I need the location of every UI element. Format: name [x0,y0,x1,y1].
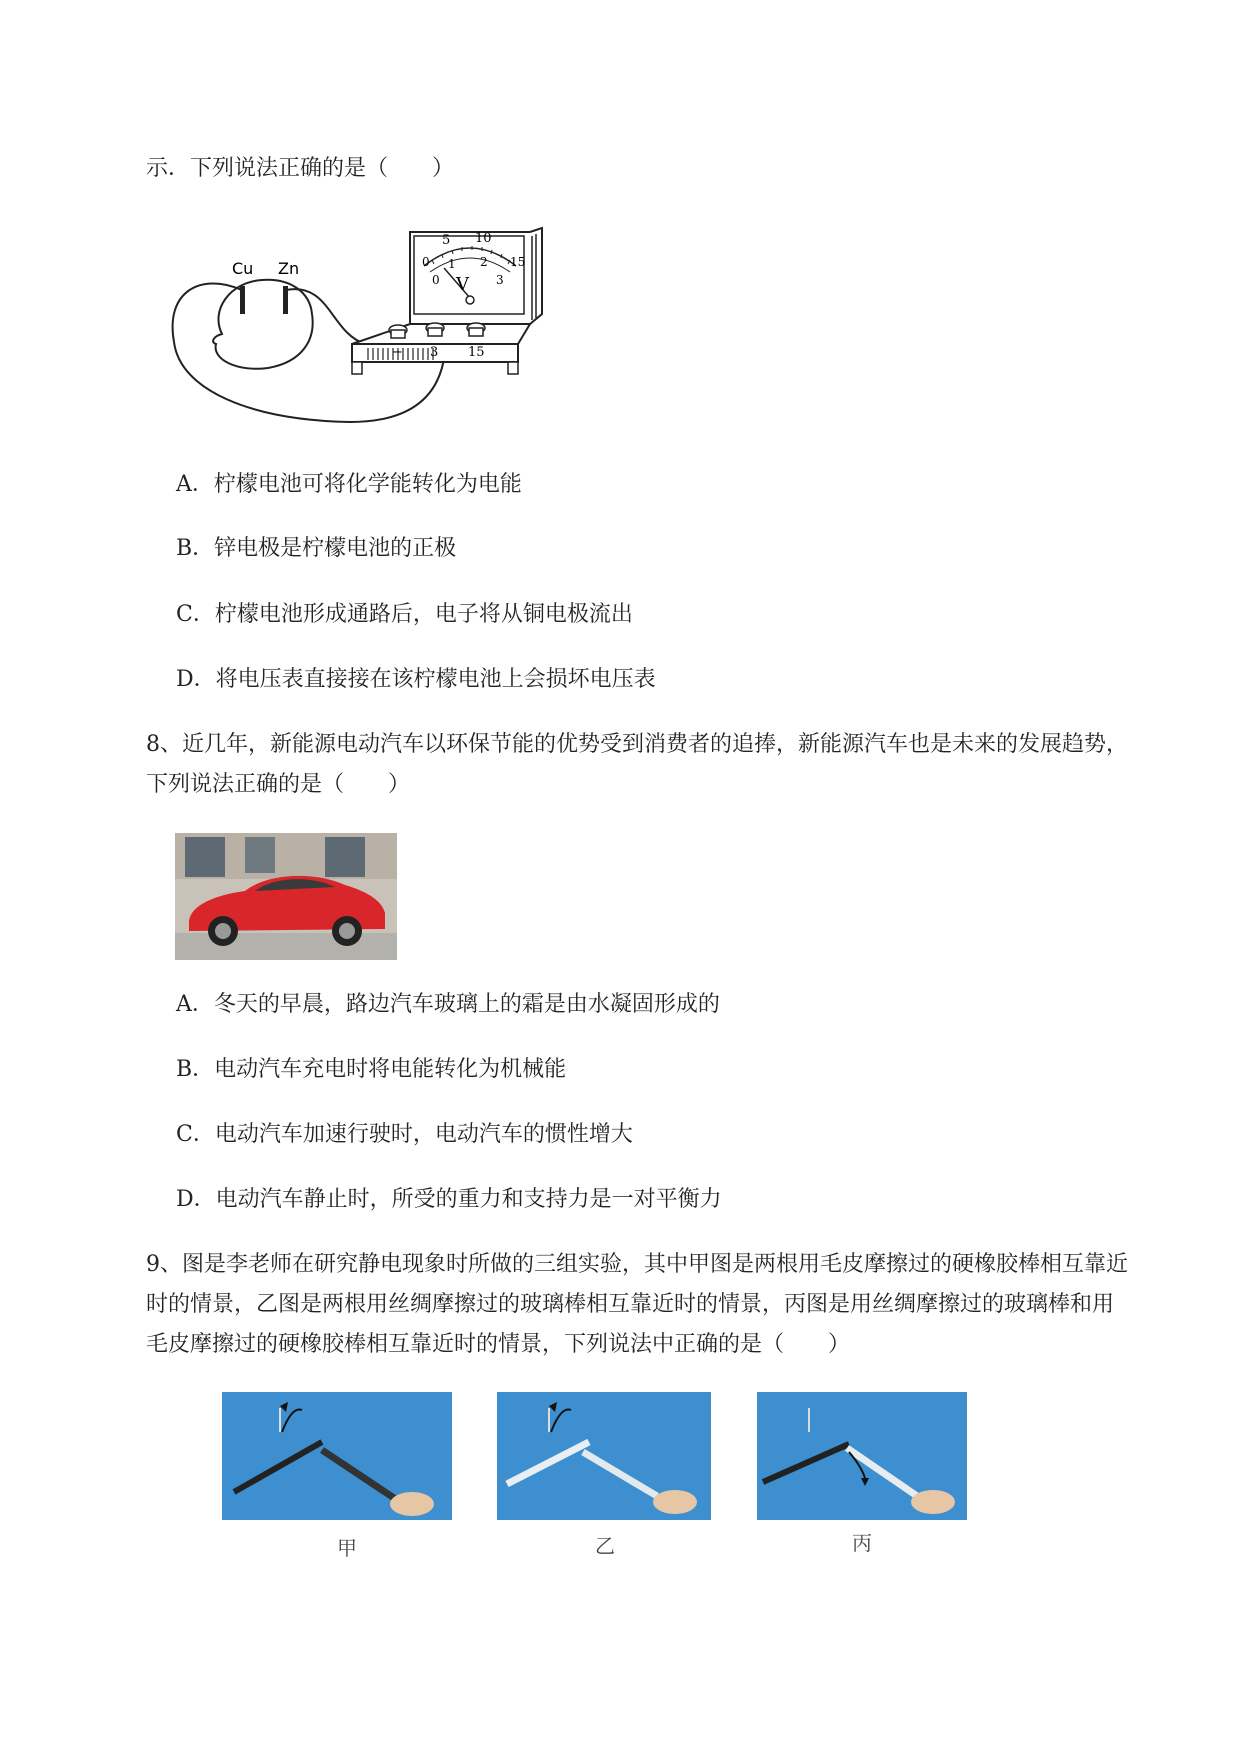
scale-0: 0 [432,273,440,287]
q7-option-c: C．柠檬电池形成通路后，电子将从铜电极流出 [176,602,633,627]
q9-stem-line2: 时的情景，乙图是两根用丝绸摩擦过的玻璃棒相互靠近时的情景，丙图是用丝绸摩擦过的玻璃棒和用 [146,1292,1115,1317]
photo-bing [757,1392,967,1520]
q7-option-a: A．柠檬电池可将化学能转化为电能 [176,472,522,497]
q8-option-d: D．电动汽车静止时，所受的重力和支持力是一对平衡力 [176,1187,722,1212]
q8-stem-line1: 8、近几年，新能源电动汽车以环保节能的优势受到消费者的追捧，新能源汽车也是未来的发展趋势， [146,732,1129,757]
meter-label: V [456,274,469,295]
photo-jia [222,1392,452,1520]
scale-5: 5 [442,233,451,248]
q8-option-c: C．电动汽车加速行驶时，电动汽车的惯性增大 [176,1122,633,1147]
q7-option-d: D．将电压表直接接在该柠檬电池上会损坏电压表 [176,667,656,692]
caption-bing: 丙 [852,1531,872,1555]
q7-option-b: B．锌电极是柠檬电池的正极 [176,536,457,561]
terminal-3: 3 [430,345,439,360]
terminal-15: 15 [468,345,485,360]
photo-yi [497,1392,711,1520]
zn-label: Zn [278,259,300,278]
q8-option-a: A．冬天的早晨，路边汽车玻璃上的霜是由水凝固形成的 [176,992,720,1017]
q7-stem-tail: 示．下列说法正确的是（ ） [146,156,455,181]
lemon-battery-figure [170,222,550,432]
q8-option-b: B．电动汽车充电时将电能转化为机械能 [176,1057,567,1082]
q9-stem-line1: 9、图是李老师在研究静电现象时所做的三组实验，其中甲图是两根用毛皮摩擦过的硬橡胶棒相互靠近 [146,1252,1129,1277]
scale-15: 15 [510,255,526,269]
terminal-minus: − [392,345,403,360]
q8-stem-line2: 下列说法正确的是（ ） [146,772,411,797]
scale-2: 2 [480,255,488,269]
caption-yi: 乙 [595,1534,615,1558]
scale-1: 1 [448,257,456,271]
scale-0-outer: 0 [422,255,430,269]
scale-3: 3 [496,273,504,287]
scale-10: 10 [475,231,492,246]
caption-jia: 甲 [337,1536,357,1560]
q9-stem-line3: 毛皮摩擦过的硬橡胶棒相互靠近时的情景，下列说法中正确的是（ ） [146,1332,851,1357]
electric-car-photo [175,833,397,960]
cu-label: Cu [232,259,254,278]
